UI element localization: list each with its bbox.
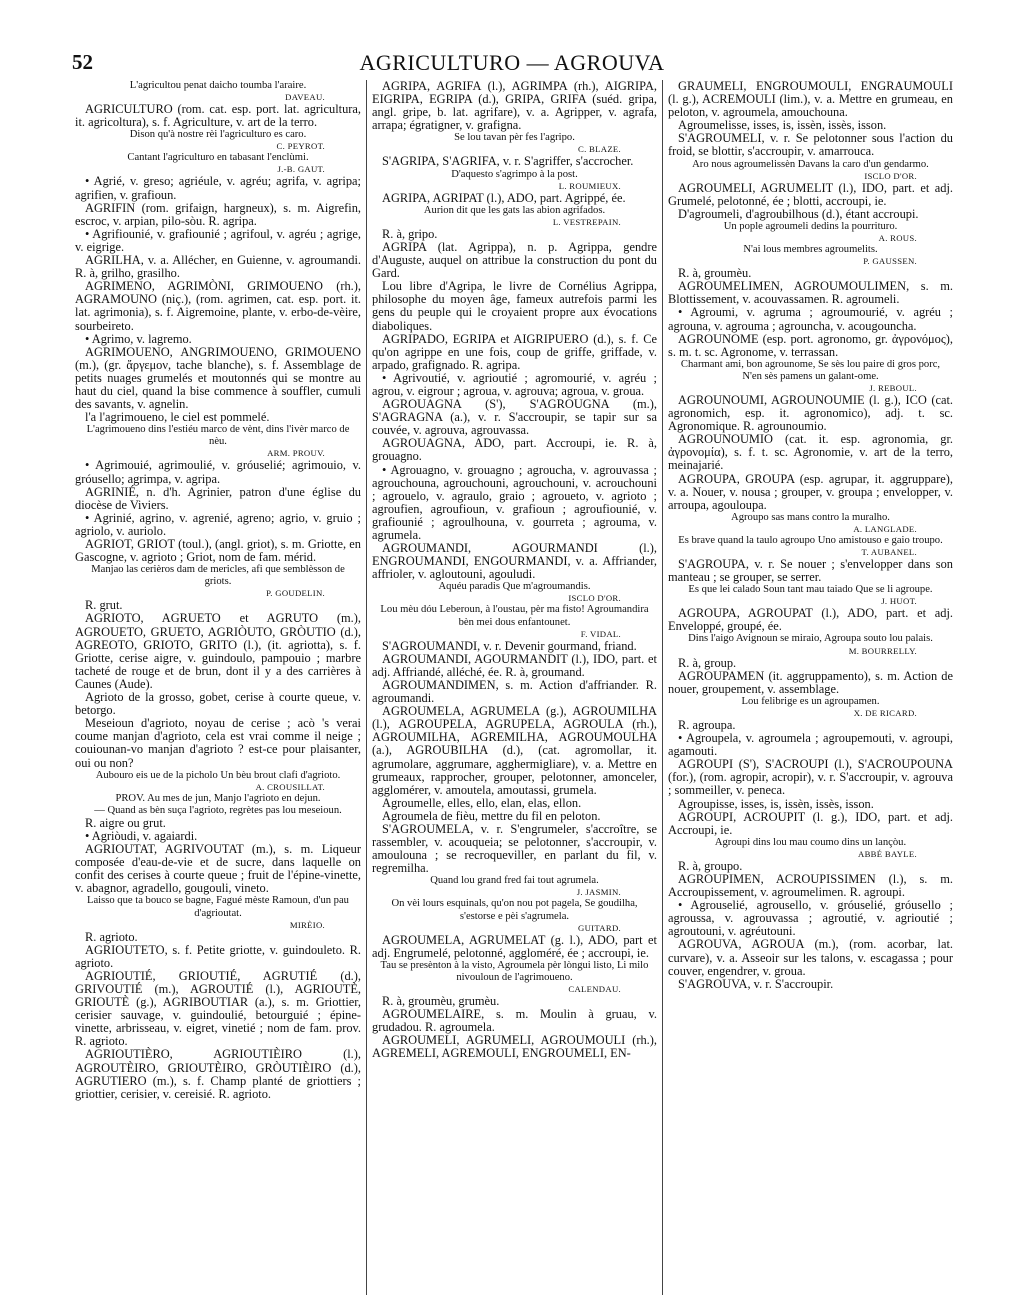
dictionary-entry: • Agroupela, v. agroumela ; agroupemouti, v. agroupi, agamouti. — [668, 731, 953, 759]
dictionary-entry: S'AGROUPA, v. r. Se nouer ; s'envelopper dans son manteau ; se grouper, se serrer. — [668, 557, 953, 585]
dictionary-entry: AGROUPI, ACROUPIT (l. g.), IDO, part. et adj. Accroupi, ie. — [668, 809, 953, 837]
dictionary-columns — [70, 80, 958, 1295]
citation-attribution: L. VESTREPAIN. — [552, 216, 621, 227]
dictionary-entry: R. grut. — [85, 598, 123, 613]
dictionary-entry: AGRICULTURO (rom. cat. esp. port. lat. agricultura, it. agricoltura), s. f. Agriculture, v. art de la terro. — [75, 102, 361, 130]
column-middle — [366, 80, 662, 1295]
dictionary-entry: AGRIOUTAT, AGRIVOUTAT (m.), s. m. Liqueur composée d'eau-de-vie et de sucre, dans laquelle on confit des cerises à courte queue ; fruit de l'épine-vinette, v. abagnor, agradello, gougouli, vineto. — [75, 842, 361, 896]
citation-attribution: P. GOUDELIN. — [266, 588, 325, 599]
citation-attribution: ISCLO D'OR. — [864, 170, 917, 181]
dictionary-entry: GRAUMELI, ENGROUMOULI, ENGRAUMOULI (l. g.), ACREMOULI (lim.), v. a. Mettre en grumeau, en peloton, v. agroumela, amouchouna. — [668, 80, 953, 120]
dictionary-entry: AGROUPI (S'), S'ACROUPI (l.), S'ACROUPOUNA (for.), (rom. agropir, acropir), v. r. S'accroupir, v. agrouva ; sommeiller, v. peneca. — [668, 757, 953, 798]
dictionary-entry: R. agroupa. — [678, 717, 736, 732]
citation-attribution: F. VIDAL. — [580, 628, 621, 639]
citation-attribution: J.-B. GAUT. — [277, 164, 325, 175]
citation-attribution: ABBÉ BAYLE. — [858, 848, 917, 859]
dictionary-entry: R. à, groupo. — [678, 858, 743, 873]
dictionary-entry: AGRIPA, AGRIFA (l.), AGRIMPA (rh.), AIGRIPA, EIGRIPA, EGRIPA (d.), GRIPA, GRIFA (suéd. gripa, angl. gripe, b. lat. agrifare), v. a. Agripper, v. agrafa, arrapa; égratigner, v. grafigna. — [372, 80, 657, 133]
citation-attribution: P. GAUSSEN. — [863, 256, 917, 267]
dictionary-entry: AGROUPA, AGROUPAT (l.), ADO, part. et adj. Enveloppé, groupé, ée. — [668, 606, 953, 634]
dictionary-entry: AGROUMELA, AGRUMELA (g.), AGROUMILHA (l.), AGROUPELA, AGRUPELA, AGROULA (rh.), AGROUMILHA, AGREMILHA, AGROUMOULHA (a.), AGROUBILHA (d.), (cat. agromollar, it. agrumolare, aggrumare, agghermigliare), v. a. Mettre en grumeaux, rapprocher, grouper, pelotonner, amonceler, agglomérer, v. amoutela, amoutassi, grumela. — [372, 704, 657, 797]
citation-quote: Aurion dit que les gats las abion agrifados. — [423, 204, 606, 216]
citation-attribution: M. BOURRELLY. — [848, 645, 917, 656]
dictionary-entry: AGRIPADO, EGRIPA et AIGRIPUERO (d.), s. f. Ce qu'on agrippe en une fois, coup de griffe, griffade, v. arpado, grafignado. R. agripa. — [372, 331, 657, 372]
citation-quote: On vèi lours esquinals, qu'on nou pot pagela, Se goudilha, s'estorse e pèi s'agrumela. — [391, 898, 638, 922]
citation-quote: Aubouro eis ue de la picholo Un bèu brout clafi d'agrioto. — [95, 769, 341, 781]
citation-attribution: J. JASMIN. — [576, 887, 621, 898]
citation-quote: Aro nous agroumelissèn Davans la caro d'un gendarmo. — [692, 158, 929, 170]
page-number: 52 — [72, 50, 93, 74]
citation-attribution: A. LANGLADE. — [853, 523, 917, 534]
citation-attribution: C. BLAZE. — [578, 144, 621, 155]
running-head: AGRICULTURO — AGROUVA — [359, 50, 665, 75]
dictionary-entry: Meseioun d'agrioto, noyau de cerise ; acò 's verai coume manjan d'agrioto, cela est vrai comme il neige ; couiounan-vo manjan d'agrioto ? est-ce pour plaisanter, oui ou non? — [75, 716, 361, 770]
dictionary-entry: Agroumelisse, isses, is, issèn, issès, isson. — [678, 118, 887, 133]
citation-attribution: A. CROUSILLAT. — [255, 781, 325, 792]
column-left — [70, 80, 366, 1295]
dictionary-entry: • Agrifiounié, v. grafiounié ; agrifoul, v. agréu ; agrige, v. eigrige. — [75, 226, 361, 254]
citation-attribution: A. ROUS. — [878, 233, 917, 244]
citation-quote: Lou felibrige es un agroupamen. — [741, 695, 880, 707]
dictionary-entry: AGRIOUTIÉ, GRIOUTIÉ, AGRUTIÉ (d.), GRIVOUTIÉ (m.), AGROUTIÉ (l.), AGRIOUTÈ, GRIOUTÈ (g.), AGRIBOUTIAR (a.), s. m. Griottier, cerisier sauvage, v. guindoulié, betourguié ; épine-vinette, arbrisseau, v. eigret, vinetié ; nom de fam. prov. R. agrioto. — [75, 968, 361, 1049]
dictionary-entry: • Agrivoutié, v. agrioutié ; agromourié, v. agréu ; agrou, v. eigrour ; agroua, v. agrouva; agroua, v. groua. — [372, 370, 657, 398]
citation-quote: Agroupo sas mans contro la muralho. — [731, 511, 890, 523]
dictionary-entry: AGRIOUTIÈRO, AGRIOUTIÈIRO (l.), AGROUTÈIRO, GRIOUTÈIRO, GRÒUTIÈIRO (d.), AGRUTIERO (m.), s. f. Champ planté de griottiers ; griottier, cerisier, v. cereisié. R. agrioto. — [75, 1047, 361, 1101]
citation-quote: Laisso que ta bouco se bagne, Fagué mèste Ramoun, d'un pau d'agrioutat. — [87, 895, 349, 919]
citation-quote: Manjao las cerièros dam de mericles, afi que semblèsson de griots. — [91, 564, 345, 588]
citation-quote: Tau se presènton à la visto, Agroumela pèr lòngui listo, Li milo nivouloun de l'agrimoueno. — [380, 959, 649, 983]
dictionary-entry: AGROUNOUMI, AGROUNOUMIE (l. g.), ICO (cat. agronomich, esp. it. agronomico), adj. t. sc. Agronomique. R. agrounoumio. — [668, 392, 953, 434]
dictionary-entry: R. à, groumèu, grumèu. — [382, 994, 500, 1008]
dictionary-entry: S'AGRIPA, S'AGRIFA, v. r. S'agriffer, s'accrocher. — [382, 154, 634, 169]
dictionary-entry: AGROUAGNA, ADO, part. Accroupi, ie. R. à, grouagno. — [372, 436, 657, 464]
citation-attribution: J. REBOUL. — [869, 382, 917, 393]
dictionary-entry: • Agriòudi, v. agaiardi. — [85, 828, 198, 843]
citation-quote: Agroupi dins lou mau coumo dins un lançòu. — [714, 836, 907, 848]
dictionary-entry: R. aigre ou grut. — [85, 815, 166, 830]
citation-quote: Charmant ami, bon agrounome, Se sès lou paire di gros porc, N'en sès pamens un galant-ome. — [680, 358, 941, 382]
dictionary-entry: R. agrioto. — [85, 929, 138, 944]
dictionary-entry: AGRIFIN (rom. grifaign, hargneux), s. m. Aigrefin, escroc, v. arpian, pilo-sòu. R. agripa. — [75, 200, 361, 228]
citation-attribution: L. ROUMIEUX. — [558, 180, 621, 191]
citation-attribution: GUITARD. — [578, 922, 621, 933]
citation-attribution: C. PEYROT. — [276, 141, 325, 152]
dictionary-entry: AGROUMANDI, AGOURMANDI (l.), ENGROUMANDI, ENGOURMANDI, v. a. Affriander, affrioler, v. agloutouni, agouludi. — [372, 541, 657, 582]
dictionary-entry: AGRILHA, v. a. Allécher, en Guienne, v. agroumandi. R. à, grilho, grasilho. — [75, 253, 361, 281]
dictionary-entry: AGROUMANDIMEN, s. m. Action d'affriander. R. agroumandi. — [372, 677, 657, 706]
dictionary-entry: AGROUPA, GROUPA (esp. agrupar, it. aggruppare), v. a. Nouer, v. nousa ; grouper, v. groupa ; envelopper, v. arroupa, agouloupa. — [668, 471, 953, 512]
dictionary-entry: AGROUMELAIRE, s. m. Moulin à gruau, v. grudadou. R. agroumela. — [372, 1007, 657, 1035]
dictionary-entry: AGROUAGNA (S'), S'AGROUGNA (m.), S'AGRAGNA (a.), v. r. S'accroupir, se tapir sur sa couvée, v. agrouva, agrouvassa. — [372, 397, 657, 438]
column-right — [662, 80, 958, 1295]
dictionary-entry: AGRINIÉ, n. d'h. Agrinier, patron d'une église du diocèse de Viviers. — [75, 484, 361, 512]
citation-quote: L'agrimoueno dins l'estiéu marco de vènt, dins l'ivèr marco de nèu. — [86, 424, 350, 448]
citation-quote: Cantant l'agriculturo en tabasant l'enclùmi. — [127, 152, 309, 164]
dictionary-entry: • Agrié, v. greso; agriéule, v. agréu; agrifa, v. agripa; agrifien, v. grafioun. — [75, 174, 361, 202]
citation-attribution: X. DE RICARD. — [853, 707, 917, 718]
dictionary-entry: R. à, group. — [678, 655, 737, 670]
dictionary-entry: R. à, gripo. — [382, 226, 438, 241]
dictionary-entry: AGROUNOUMIO (cat. it. esp. agronomia, gr. ἀγρονομία), s. f. t. sc. Agronomie, v. art de la terro, meinajarié. — [668, 432, 953, 473]
dictionary-entry: • Agrouagno, v. grouagno ; agroucha, v. agrouvassa ; agrouchouna, agrouchouni, agrouchouni, v. acrouchouni ; agrouelo, v. agraulo, graio ; agroueto, v. agrioto ; agroufien, agroufioun, v. grafioun ; agroufiounié, v. grafiounié ; agroulhouna, v. gourreta ; agrouma, v. agrumela. — [372, 462, 657, 542]
dictionary-entry: AGROUPAMEN (it. aggruppamento), s. m. Action de nouer, groupement, v. assemblage. — [668, 668, 953, 696]
dictionary-entry: AGROUMANDI, AGOURMANDIT (l.), IDO, part. et adj. Affriandé, alléché, ée. R. à, groumand. — [372, 651, 657, 679]
citation-quote: D'aquesto s'agrimpo à la post. — [451, 168, 578, 180]
dictionary-entry: Agroupisse, isses, is, issèn, issès, isson. — [678, 796, 874, 811]
citation-quote: Es brave quand la taulo agroupo Uno amistouso e gaio troupo. — [678, 534, 943, 546]
dictionary-entry: AGRIPA, AGRIPAT (l.), ADO, part. Agrippé, ée. — [382, 190, 626, 205]
citation-quote: Aquéu paradis Que m'agroumandis. — [438, 581, 591, 593]
dictionary-entry: Agroumelle, elles, ello, elan, elas, ellon. — [382, 795, 582, 810]
citation-attribution: J. HUOT. — [881, 596, 917, 607]
dictionary-entry: AGROUVA, AGROUA (m.), (rom. acorbar, lat. curvare), v. a. Asseoir sur les talons, v. escagassa ; pour couver, engendrer, v. groua. — [668, 937, 953, 978]
dictionary-entry: AGRIOTO, AGRUETO et AGRUTO (m.), AGROUETO, GRUETO, AGRIÒUTO, GRÒUTIO (d.), AGREOTO, GRIOTO, GRITO (l.), (it. agriotta), s. f. Griotte, cerise aigre, v. guindoulo, pampouio ; marbre tacheté de rouge et de brun, dont il y a des carrières à Caunes (Aude). — [75, 611, 361, 691]
dictionary-entry: AGROUMELI, AGRUMELIT (l.), IDO, part. et adj. Grumelé, pelotonné, ée ; blotti, accroupi, ie. — [668, 180, 953, 208]
citation-quote: — Quand as bèn suça l'agrioto, regrètes pas lou meseioun. — [94, 804, 342, 816]
dictionary-entry: l'a l'agrimoueno, le ciel est pommelé. — [85, 410, 270, 425]
citation-attribution: CALENDAU. — [568, 984, 621, 994]
dictionary-entry: AGRIMENO, AGRIMÒNI, GRIMOUENO (rh.), AGRAMOUNO (niç.), (rom. agrimen, cat. esp. port. it. lat. agrimonia), s. f. Aigremoine, plante, v. erbo-de-vèire, sourbeireto. — [75, 279, 361, 333]
citation-attribution: T. AUBANEL. — [861, 547, 917, 557]
citation-attribution: ISCLO D'OR. — [568, 593, 621, 604]
dictionary-entry: S'AGROUMELA, v. r. S'engrumeler, s'accroître, se rassembler, v. acouqueia; se pelotonner, s'accroupir, v. amoulouna ; se recroqueviller, en parlant du fil, v. regremilha. — [372, 821, 657, 876]
dictionary-entry: • Agrimo, v. lagremo. — [85, 331, 192, 346]
citation-quote: Dins l'aigo Avignoun se miraio, Agroupa souto lou palais. — [688, 633, 933, 645]
dictionary-entry: AGRIMOUENO, ANGRIMOUENO, GRIMOUENO (m.), (gr. ἄργεμον, tache blanche), s. f. Assemblage de petits nuages grumelés et moutonnés qui se montre au haut du ciel, quand la bise commence à souffler, cumuli des savants, v. agnelin. — [75, 344, 361, 412]
citation-quote: N'ai lous membres agroumelits. — [743, 244, 878, 256]
dictionary-entry: • Agrinié, agrino, v. agrenié, agreno; agrio, v. gruio ; agriolo, v. auriolo. — [75, 510, 361, 538]
citation-attribution: MIRÈIO. — [289, 919, 325, 930]
citation-attribution: ARM. PROUV. — [267, 448, 325, 459]
citation-quote: Es que lei calado Soun tant mau taiado Que se li agroupe. — [688, 584, 933, 596]
citation-quote: PROV. Au mes de jun, Manjo l'agrioto en dejun. — [115, 792, 321, 804]
dictionary-entry: AGRIPA (lat. Agrippa), n. p. Agrippa, gendre d'Auguste, auquel on attribue la construction du pont du Gard. — [372, 239, 657, 281]
citation-attribution: DAVEAU. — [285, 92, 325, 103]
citation-quote: Se lou tavan pèr fes l'agripo. — [454, 132, 575, 144]
citation-quote: Quand lou grand fred fai tout agrumela. — [430, 875, 599, 887]
dictionary-entry: Agroumela de fièu, mettre du fil en peloton. — [382, 808, 601, 823]
dictionary-entry: AGRIOUTETO, s. f. Petite griotte, v. guindouleto. R. agrioto. — [75, 942, 361, 970]
citation-quote: Dison qu'à nostre rèi l'agriculturo es caro. — [129, 129, 307, 141]
dictionary-entry: S'AGROUMANDI, v. r. Devenir gourmand, friand. — [382, 638, 637, 653]
dictionary-entry: AGROUMELIMEN, AGROUMOULIMEN, s. m. Blottissement, v. acouvassamen. R. agroumeli. — [668, 279, 953, 307]
dictionary-entry: • Agrimouié, agrimoulié, v. gróuselié; agrimouio, v. gróusello; agrimpa, v. agripa. — [75, 458, 361, 486]
citation-quote: Lou mèu dóu Leberoun, à l'oustau, pèr ma fisto! Agroumandira bèn mei dous enfantounet. — [380, 604, 649, 628]
dictionary-entry: AGROUMELI, AGRUMELI, AGROUMOULI (rh.), AGREMELI, AGREMOULI, ENGROUMELI, EN- — [372, 1033, 657, 1061]
dictionary-entry: S'AGROUMELI, v. r. Se pelotonner sous l'action du froid, se blottir, s'accroupir, v. amarrouca. — [668, 131, 953, 159]
dictionary-entry: AGROUPIMEN, ACROUPISSIMEN (l.), s. m. Accroupissement, v. agroumelimen. R. agroupi. — [668, 871, 953, 900]
dictionary-entry: Lou libre d'Agripa, le livre de Cornélius Agrippa, philosophe du moyen âge, fameux autrefois parmi les gens du peuple qui le croyaient propre aux évocations diaboliques. — [372, 279, 657, 333]
dictionary-entry: AGRIOT, GRIOT (toul.), (angl. griot), s. m. Griotte, en Gascogne, v. agrioto ; Griot, nom de fam. mérid. — [75, 537, 361, 565]
citation-quote: Un pople agroumeli dedins la pourrituro. — [723, 220, 898, 232]
dictionary-entry: • Agroumi, v. agruma ; agroumourié, v. agréu ; agrouna, v. agrouma ; agrouncha, v. acougouncha. — [668, 305, 953, 333]
dictionary-entry: AGROUMELA, AGRUMELAT (g. l.), ADO, part et adj. Engrumelé, pelotonné, aggloméré, ée ; accroupi, ie. — [372, 932, 657, 960]
dictionary-entry: D'agroumeli, d'agroubilhous (d.), étant accroupi. — [678, 206, 919, 221]
dictionary-entry: R. à, groumèu. — [678, 266, 752, 281]
dictionary-entry: Agrioto de la grosso, gobet, cerise à courte queue, v. betorgo. — [75, 690, 361, 718]
dictionary-entry: S'AGROUVA, v. r. S'accroupir. — [678, 976, 834, 991]
citation-quote: L'agricultou penat daicho toumba l'araire. — [129, 80, 307, 91]
dictionary-entry: • Agrouselié, agrousello, v. gróuselié, gróusello ; agroussa, v. agrouvassa ; agroutié, v. agrioutié ; agroutouni, v. agréutouni. — [668, 898, 953, 939]
dictionary-entry: AGROUNOME (esp. port. agronomo, gr. ἀγρονόμος), s. m. t. sc. Agronome, v. terrassan. — [668, 331, 953, 359]
